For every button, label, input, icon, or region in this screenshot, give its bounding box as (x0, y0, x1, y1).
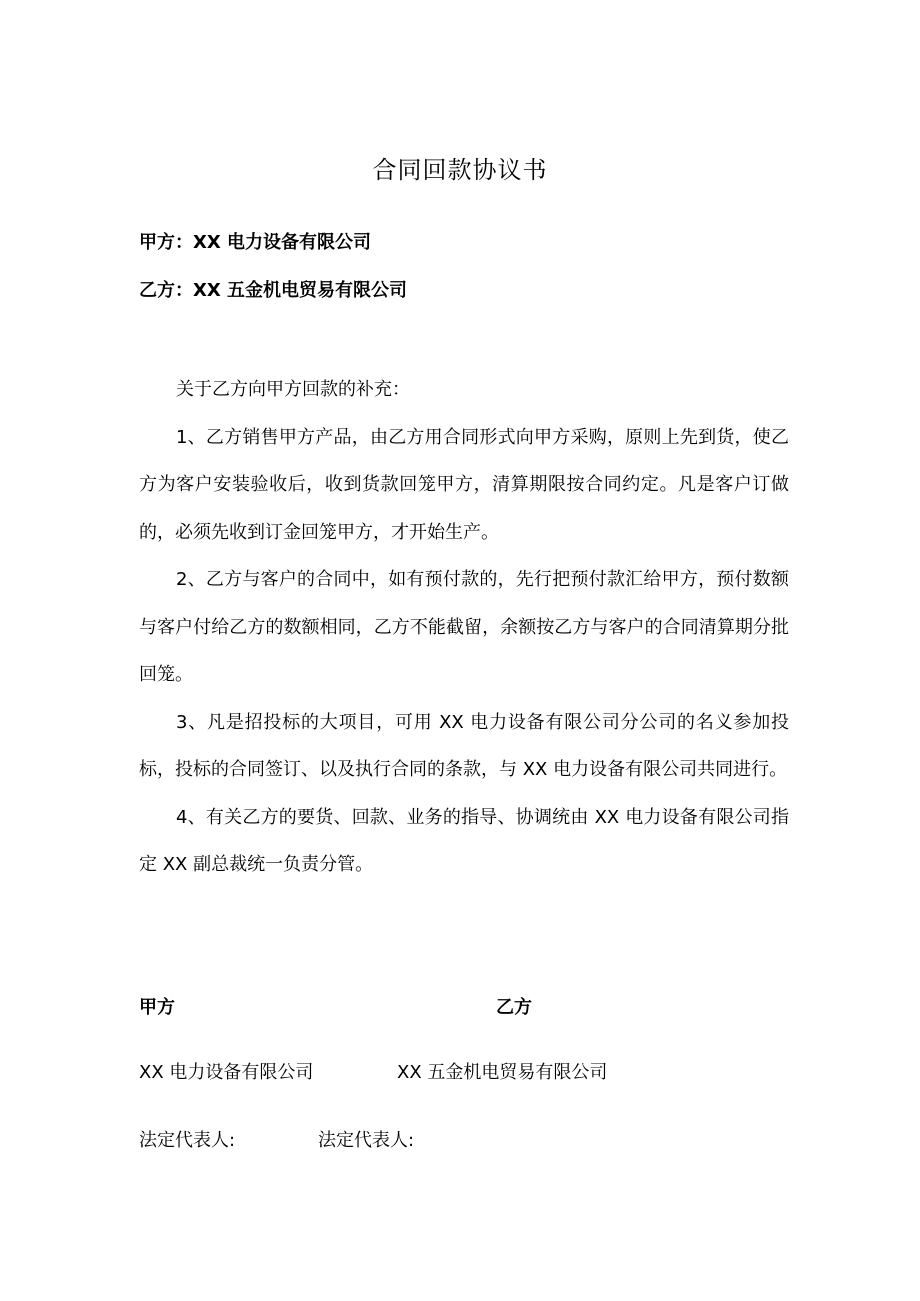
agreement-body (139, 366, 789, 889)
party-a-line: 甲方：XX 电力设备有限公司 (139, 232, 372, 253)
clause-3: 3、凡是招投标的大项目，可用 XX 电力设备有限公司分公司的名义参加投标，投标的合同签订、以及执行合同的条款，与 XX 电力设备有限公司共同进行。 (139, 711, 789, 780)
document-title: 合同回款协议书 (372, 156, 548, 184)
signature-party-a-company: XX 电力设备有限公司 (139, 1062, 314, 1083)
intro-paragraph: 关于乙方向甲方回款的补充： (176, 379, 410, 400)
party-b-line: 乙方：XX 五金机电贸易有限公司 (139, 280, 408, 301)
clause-2: 2、乙方与客户的合同中，如有预付款的，先行把预付款汇给甲方，预付数额与客户付给乙方的数额相同，乙方不能截留，余额按乙方与客户的合同清算期分批回笼。 (139, 569, 789, 685)
clause-4: 4、有关乙方的要货、回款、业务的指导、协调统由 XX 电力设备有限公司指定 XX 副总裁统一负责分管。 (139, 806, 789, 875)
signature-party-a-label: 甲方 (139, 997, 175, 1018)
signature-party-b-label: 乙方 (496, 997, 532, 1018)
signature-party-b-company: XX 五金机电贸易有限公司 (397, 1062, 608, 1083)
signature-party-b-representative: 法定代表人: (318, 1130, 415, 1151)
signature-party-a-representative: 法定代表人: (139, 1130, 236, 1151)
clause-1: 1、乙方销售甲方产品，由乙方用合同形式向甲方采购，原则上先到货，使乙方为客户安装验收后，收到货款回笼甲方，清算期限按合同约定。凡是客户订做的，必须先收到订金回笼甲方，才开始生产。 (139, 426, 789, 543)
